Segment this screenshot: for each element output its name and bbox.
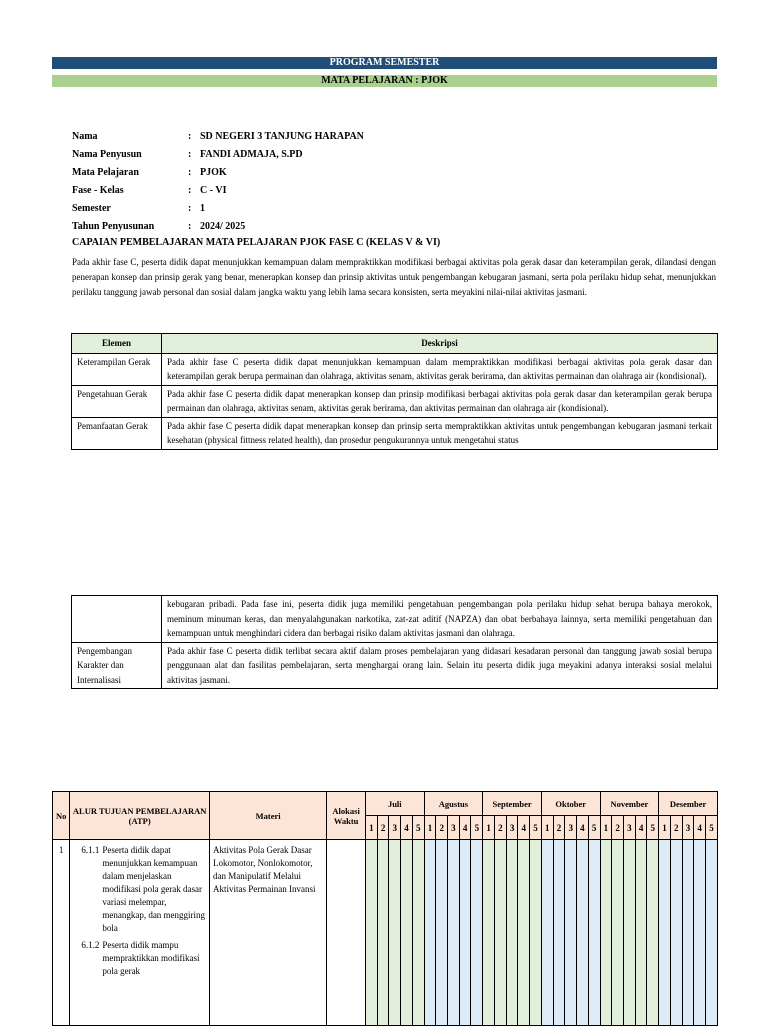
month-header: Juli bbox=[366, 792, 425, 816]
info-label: Nama bbox=[72, 130, 98, 142]
atp-number: 6.1.2 bbox=[81, 940, 100, 950]
week-header: 4 bbox=[518, 816, 530, 840]
week-cell bbox=[565, 840, 577, 1026]
deskripsi-cell: Pada akhir fase C peserta didik terlibat secara aktif dalam proses pembelajaran yang didasari kesadaran personal dan tanggung jawab sosial berupa penggunaan alat dan fasilitas pembelajaran, serta menghargai orang lain. Selain itu peserta didik juga meyakini adanya interaksi sosial melalui aktivitas jasmani. bbox=[162, 642, 718, 689]
schedule-table bbox=[52, 791, 718, 1026]
week-header: 4 bbox=[459, 816, 471, 840]
atp-text: Peserta didik mampu mempraktikkan modifikasi pola gerak bbox=[102, 940, 200, 976]
atp-cell bbox=[70, 840, 210, 1026]
week-header: 4 bbox=[635, 816, 647, 840]
row-no: 1 bbox=[53, 840, 70, 1026]
info-row-tahun bbox=[72, 217, 364, 235]
info-value: 2024/ 2025 bbox=[200, 220, 246, 232]
week-header: 5 bbox=[530, 816, 542, 840]
atp-number: 6.1.1 bbox=[81, 845, 100, 855]
materi-cell: Aktivitas Pola Gerak Dasar Lokomotor, Nonlokomotor, dan Manipulatif Melalui Aktivitas Permainan Invansi bbox=[210, 840, 327, 1026]
deskripsi-cell: Pada akhir fase C peserta didik dapat menerapkan konsep dan prinsip modifikasi berbagai aktivitas pola gerak dasar dan keterampilan gerak berupa permainan dan olahraga, aktivitas senam, aktivitas gerak berirama, dan aktivitas permainan dan olahraga air (kondisional). bbox=[162, 385, 718, 417]
identity-info bbox=[72, 127, 364, 235]
elemen-cell: Pengetahuan Gerak bbox=[72, 385, 162, 417]
info-value: SD NEGERI 3 TANJUNG HARAPAN bbox=[200, 130, 364, 142]
week-header: 2 bbox=[612, 816, 624, 840]
table-header-row bbox=[72, 334, 718, 354]
week-cell bbox=[401, 840, 413, 1026]
week-header: 5 bbox=[588, 816, 600, 840]
week-cell bbox=[366, 840, 378, 1026]
week-cell bbox=[694, 840, 706, 1026]
week-cell bbox=[424, 840, 436, 1026]
week-cell bbox=[494, 840, 506, 1026]
month-header: September bbox=[483, 792, 542, 816]
week-cell bbox=[553, 840, 565, 1026]
cp-paragraph: Pada akhir fase C, peserta didik dapat menunjukkan kemampuan dalam mempraktikkan modifikasi berbagai aktivitas pola gerak dasar dan keterampilan gerak, dilandasi dengan penerapan konsep dan prinsip gerak yang benar, menerapkan konsep dan prinsip aktivitas untuk pengembangan kebugaran jasmani, serta pola perilaku hidup sehat, menunjukkan perilaku tanggung jawab personal dan sosial dalam jangka waktu yang lebih lama secara konsisten, serta meyakini nilai-nilai aktivitas jasmani. bbox=[72, 257, 716, 297]
subject-band: MATA PELAJARAN : PJOK bbox=[52, 75, 717, 87]
elemen-cell: Pengembangan Karakter dan Internalisasi bbox=[72, 642, 162, 689]
table-row bbox=[53, 840, 718, 1026]
info-colon: : bbox=[188, 148, 192, 160]
week-cell bbox=[670, 840, 682, 1026]
month-header: Desember bbox=[659, 792, 718, 816]
week-cell bbox=[577, 840, 589, 1026]
info-colon: : bbox=[188, 220, 192, 232]
week-cell bbox=[530, 840, 542, 1026]
week-header: 1 bbox=[366, 816, 378, 840]
week-header: 1 bbox=[600, 816, 612, 840]
week-header: 3 bbox=[565, 816, 577, 840]
week-header: 3 bbox=[506, 816, 518, 840]
atp-item bbox=[73, 844, 206, 935]
week-cell bbox=[436, 840, 448, 1026]
week-cell bbox=[471, 840, 483, 1026]
month-header: November bbox=[600, 792, 659, 816]
week-cell bbox=[389, 840, 401, 1026]
week-cell bbox=[518, 840, 530, 1026]
info-colon: : bbox=[188, 166, 192, 178]
week-header: 3 bbox=[448, 816, 460, 840]
week-header: 5 bbox=[412, 816, 424, 840]
week-header: 5 bbox=[647, 816, 659, 840]
week-cell bbox=[588, 840, 600, 1026]
elemen-table bbox=[71, 333, 718, 450]
week-cell bbox=[635, 840, 647, 1026]
week-header: 5 bbox=[471, 816, 483, 840]
deskripsi-cell: Pada akhir fase C peserta didik dapat menunjukkan kemampuan dalam mempraktikkan modifikasi berbagai aktivitas pola gerak dasar dan keterampilan gerak berupa permainan dan olahraga, aktivitas senam, aktivitas gerak berirama, dan aktivitas permainan dan olahraga air (kondisional). bbox=[162, 353, 718, 385]
atp-item bbox=[73, 939, 206, 978]
week-cell bbox=[612, 840, 624, 1026]
elemen-table-continued bbox=[71, 595, 718, 689]
deskripsi-cell: Pada akhir fase C peserta didik dapat menerapkan konsep dan prinsip serta mempraktikkan aktivitas untuk pengembangan kebugaran jasmani terkait kesehatan (physical fittness related health), dan prosedur pengukurannya untuk mengetahui status bbox=[162, 417, 718, 449]
week-header: 2 bbox=[377, 816, 389, 840]
col-elemen: Elemen bbox=[72, 334, 162, 354]
week-header: 3 bbox=[682, 816, 694, 840]
col-deskripsi: Deskripsi bbox=[162, 334, 718, 354]
col-no: No bbox=[53, 792, 70, 840]
info-colon: : bbox=[188, 130, 192, 142]
info-row-nama bbox=[72, 127, 364, 145]
info-row-fase bbox=[72, 181, 364, 199]
week-cell bbox=[706, 840, 718, 1026]
week-header: 2 bbox=[553, 816, 565, 840]
elemen-cell: Keterampilan Gerak bbox=[72, 353, 162, 385]
week-cell bbox=[541, 840, 553, 1026]
week-header: 3 bbox=[623, 816, 635, 840]
elemen-cell bbox=[72, 596, 162, 643]
week-header: 5 bbox=[706, 816, 718, 840]
week-cell bbox=[506, 840, 518, 1026]
week-header: 3 bbox=[389, 816, 401, 840]
info-row-mapel bbox=[72, 163, 364, 181]
week-cell bbox=[377, 840, 389, 1026]
week-header: 1 bbox=[541, 816, 553, 840]
week-header: 4 bbox=[577, 816, 589, 840]
cp-heading: CAPAIAN PEMBELAJARAN MATA PELAJARAN PJOK FASE C (KELAS V & VI) bbox=[72, 237, 441, 248]
col-materi: Materi bbox=[210, 792, 327, 840]
col-atp: ALUR TUJUAN PEMBELAJARAN (ATP) bbox=[70, 792, 210, 840]
week-header: 1 bbox=[483, 816, 495, 840]
table-row bbox=[72, 642, 718, 689]
info-colon: : bbox=[188, 202, 192, 214]
week-header: 1 bbox=[424, 816, 436, 840]
table-row bbox=[72, 385, 718, 417]
col-alokasi: Alokasi Waktu bbox=[327, 792, 366, 840]
week-header: 2 bbox=[670, 816, 682, 840]
week-cell bbox=[600, 840, 612, 1026]
info-label: Nama Penyusun bbox=[72, 148, 142, 160]
program-semester-title: PROGRAM SEMESTER bbox=[52, 57, 717, 69]
week-cell bbox=[448, 840, 460, 1026]
info-colon: : bbox=[188, 184, 192, 196]
alokasi-cell bbox=[327, 840, 366, 1026]
week-cell bbox=[459, 840, 471, 1026]
week-cell bbox=[659, 840, 671, 1026]
schedule-header-row bbox=[53, 792, 718, 816]
info-value: PJOK bbox=[200, 166, 227, 178]
week-cell bbox=[682, 840, 694, 1026]
info-row-semester bbox=[72, 199, 364, 217]
info-label: Mata Pelajaran bbox=[72, 166, 139, 178]
week-cell bbox=[647, 840, 659, 1026]
week-header: 4 bbox=[694, 816, 706, 840]
week-header: 4 bbox=[401, 816, 413, 840]
month-header: Agustus bbox=[424, 792, 483, 816]
week-cell bbox=[623, 840, 635, 1026]
info-row-penyusun bbox=[72, 145, 364, 163]
deskripsi-cell: kebugaran pribadi. Pada fase ini, peserta didik juga memiliki pengetahuan pengembangan pola perilaku hidup sehat berupa bahaya merokok, meminum minuman keras, dan menyalahgunakan narkotika, zat-zat aditif (NAPZA) dan obat berbahaya lainnya, serta memiliki pengetahuan dan kemampuan untuk menghindari cidera dan berbagai risiko dalam aktivitas jasmani dan olahraga. bbox=[162, 596, 718, 643]
info-value: FANDI ADMAJA, S.PD bbox=[200, 148, 303, 160]
week-header: 1 bbox=[659, 816, 671, 840]
elemen-cell: Pemanfaatan Gerak bbox=[72, 417, 162, 449]
info-value: 1 bbox=[200, 202, 205, 214]
month-header: Oktober bbox=[541, 792, 600, 816]
table-row bbox=[72, 353, 718, 385]
week-cell bbox=[483, 840, 495, 1026]
atp-text: Peserta didik dapat menunjukkan kemampuan dalam menjelaskan modifikasi pola gerak dasar variasi melempar, menangkap, dan menggiring bola bbox=[102, 845, 206, 933]
week-header: 2 bbox=[436, 816, 448, 840]
info-label: Tahun Penyusunan bbox=[72, 220, 155, 232]
info-value: C - VI bbox=[200, 184, 227, 196]
info-label: Semester bbox=[72, 202, 111, 214]
table-row bbox=[72, 417, 718, 449]
week-cell bbox=[412, 840, 424, 1026]
table-row bbox=[72, 596, 718, 643]
info-label: Fase - Kelas bbox=[72, 184, 124, 196]
week-header: 2 bbox=[494, 816, 506, 840]
